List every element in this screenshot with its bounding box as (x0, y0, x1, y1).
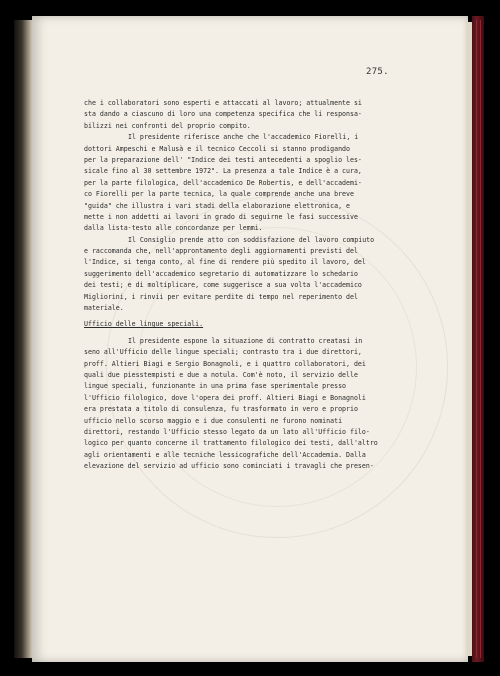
text-line: bilizzi nei confronti del proprio compito. (84, 121, 251, 130)
text-line: l'Ufficio filologico, dove l'opera dei proff. Altieri Biagi e Bonagnoli (84, 393, 366, 402)
text-line: mette i non addetti ai lavori in grado di seguirne le fasi successive (84, 212, 358, 221)
cover-border (476, 20, 481, 658)
paragraph-1 (84, 98, 380, 132)
text-line: suggerimento dell'accademico segretario di automatizzare lo schedario (84, 269, 358, 278)
text-line: che i collaboratori sono esperti e attaccati al lavoro; attualmente si (84, 99, 362, 107)
text-line: direttori, restando l'Ufficio stesso legato da un lato all'Ufficio filo- (84, 427, 370, 436)
text-line: ufficio nello scorso maggio e i due consulenti ne furono nominati (84, 416, 343, 425)
text-line: Il Consiglio prende atto con soddisfazione del lavoro compiuto (128, 235, 375, 244)
text-line: Il presidente riferisce anche che l'accademico Fiorelli, i (128, 133, 359, 142)
text-line: quali due piesstempisti e due a notula. Com'è noto, il servizio delle (84, 370, 358, 379)
text-line: "guida" che illustra i vari stadi della elaborazione elettronica, e (84, 201, 350, 210)
text-line: co Fiorelli per la parte tecnica, la quale comprende anche una breve (84, 190, 354, 199)
text-line: logico per quanto concerne il trattamento filologico dei testi, dall'altro (84, 439, 378, 448)
text-line: era prestata a titolo di consulenza, fu trasformato in vero e proprio (84, 405, 358, 414)
text-line: Migliorini, i rinvii per evitare perdite di tempo nel reperimento del (84, 292, 358, 301)
text-line: agli orientamenti e alle tecniche lessicografiche dell'Accademia. Dalla (84, 450, 366, 459)
text-line: lingue speciali, funzionante in una prima fase sperimentale presso (84, 382, 347, 391)
page-number: 275. (366, 67, 389, 77)
text-line: sta dando a ciascuno di loro una competenza specifica che li responsa- (84, 110, 362, 119)
text-line: sicale fino al 30 settembre 1972". La presenza a tale Indice è a cura, (84, 167, 362, 176)
text-line: e raccomanda che, nell'approntamento degli aggiornamenti previsti del (84, 247, 358, 256)
text-line: dalla lista-testo alle concordanze per lemmi. (84, 224, 263, 233)
text-line: elevazione del servizio ad ufficio sono cominciati i travagli che presen- (84, 462, 374, 471)
section-heading: Ufficio delle lingue speciali. (84, 320, 204, 329)
text-line: l'Indice, si tenga conto, al fine di rendere più spedito il lavoro, del (84, 258, 366, 267)
paragraph-4 (84, 336, 380, 473)
text-line: per la parte filologica, dell'accademico De Robertis, e dell'accademi- (84, 178, 362, 187)
text-line: per la preparazione dell' "Indice dei testi antecedenti a spoglio les- (84, 155, 362, 164)
paragraph-2 (84, 132, 380, 235)
text-line: dottori Ampeschi e Malusà e il tecnico Ceccoli si stanno prodigando (84, 144, 350, 153)
text-line: proff. Altieri Biagi e Sergio Bonagnoli, e i quattro collaboratori, dei (84, 359, 366, 368)
paragraph-3 (84, 235, 380, 315)
page-text (84, 98, 380, 473)
text-line: dei testi; e di moltiplicare, come suggerisce a sua volta l'accademico (84, 281, 362, 290)
text-line: Il presidente espone la situazione di contratto creatasi in (128, 336, 363, 345)
text-line: materiale. (84, 304, 124, 313)
text-line: seno all'Ufficio delle lingue speciali; contrasto tra i due direttori, (84, 348, 362, 357)
